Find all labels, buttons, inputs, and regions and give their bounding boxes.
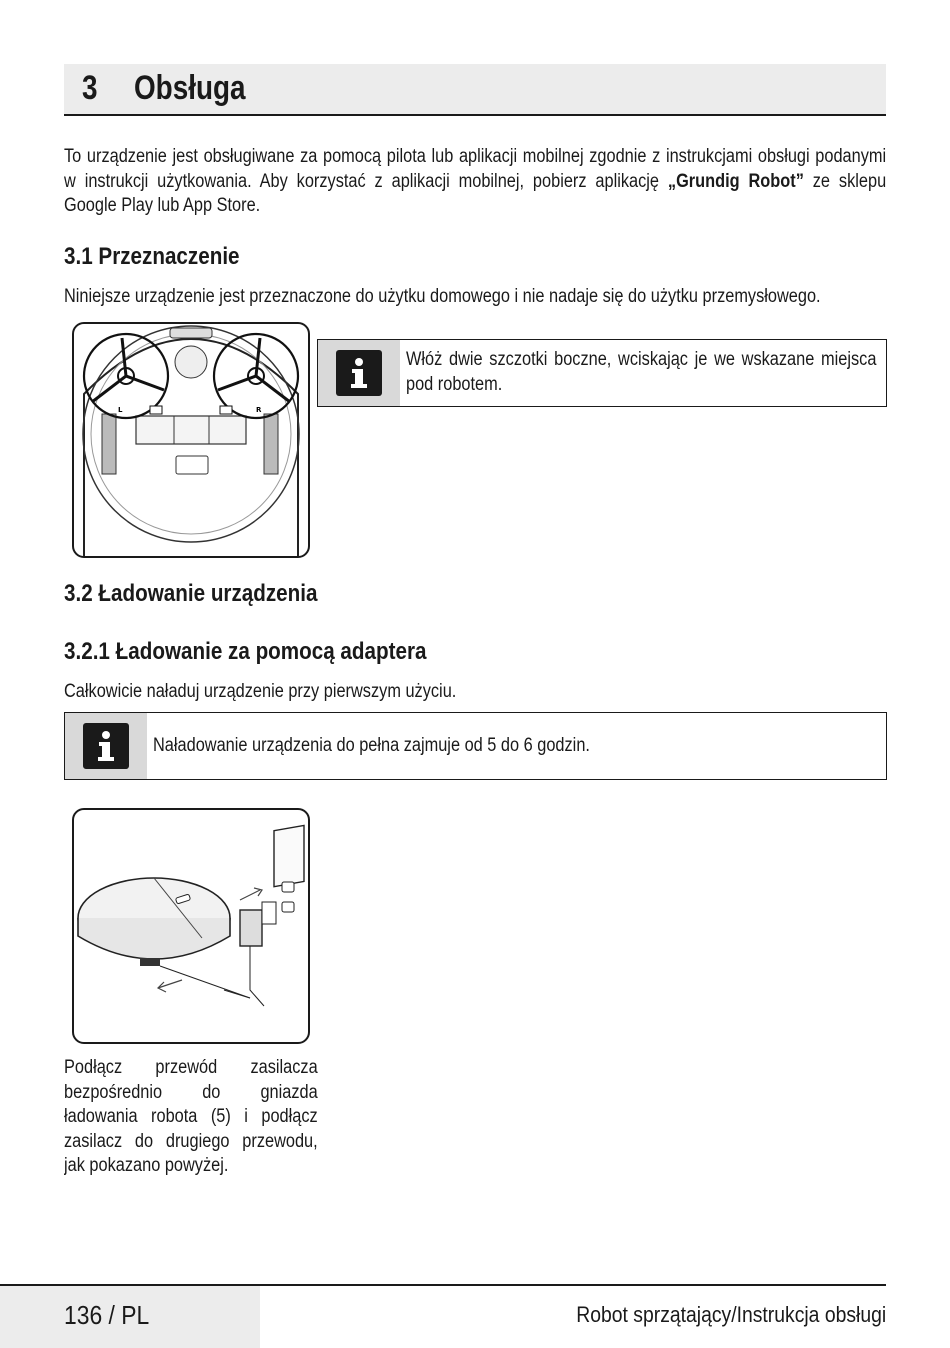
- section-3-2-1-text: Całkowicie naładuj urządzenie przy pierwszym użyciu.: [64, 681, 457, 702]
- chapter-title: Obsługa: [134, 69, 246, 107]
- robot-charging-illustration: [74, 810, 308, 1042]
- section-3-1-text: Niniejsze urządzenie jest przeznaczone do użytku domowego i nie nadaje się do użytku przemysłowego.: [64, 286, 821, 307]
- info-icon: [336, 350, 382, 396]
- note-brushes-text: Włóż dwie szczotki boczne, wciskając je we wskazane miejsca pod robotem.: [406, 349, 877, 395]
- intro-text-before: To urządzenie jest obsługiwane za pomocą pilota lub aplikacji mobilnej zgodnie z instrukcjami obsługi podanymi w instrukcji użytkowania. Aby korzystać z aplikacji mobilnej, pobierz aplikację: [64, 146, 887, 192]
- robot-underside-illustration: [74, 324, 308, 556]
- note-icon-cell: [65, 713, 147, 779]
- note-charging-time-text: Naładowanie urządzenia do pełna zajmuje od 5 do 6 godzin.: [153, 735, 590, 756]
- section-3-2-heading: 3.2 Ładowanie urządzenia: [64, 580, 318, 607]
- charging-caption-container: [64, 1056, 318, 1179]
- intro-app-name: „Grundig Robot”: [667, 170, 804, 192]
- footer-document-title: Robot sprzątający/Instrukcja obsługi: [576, 1302, 886, 1327]
- section-3-1-heading: 3.1 Przeznaczenie: [64, 243, 240, 270]
- intro-paragraph: [64, 145, 886, 219]
- robot-charging-figure: [72, 808, 310, 1044]
- note-icon-cell: [318, 340, 400, 406]
- info-icon: [83, 723, 129, 769]
- chapter-number: 3: [82, 69, 98, 107]
- footer-page-number: 136 / PL: [64, 1300, 150, 1330]
- charging-caption: Podłącz przewód zasilacza bezpośrednio do gniazda ładowania robota (5) i podłącz zasilacz do drugiego przewodu, jak pokazano powyżej.: [64, 1057, 318, 1176]
- left-brush-label: L: [118, 406, 123, 414]
- info-note-charging-time: [64, 712, 887, 780]
- section-3-2-1-heading: 3.2.1 Ładowanie za pomocą adaptera: [64, 638, 427, 665]
- right-brush-label: R: [256, 406, 262, 414]
- info-note-brushes: [317, 339, 887, 407]
- intro-text-after: ze sklepu Google Play lub App Store.: [64, 170, 887, 216]
- robot-underside-figure: [72, 322, 310, 558]
